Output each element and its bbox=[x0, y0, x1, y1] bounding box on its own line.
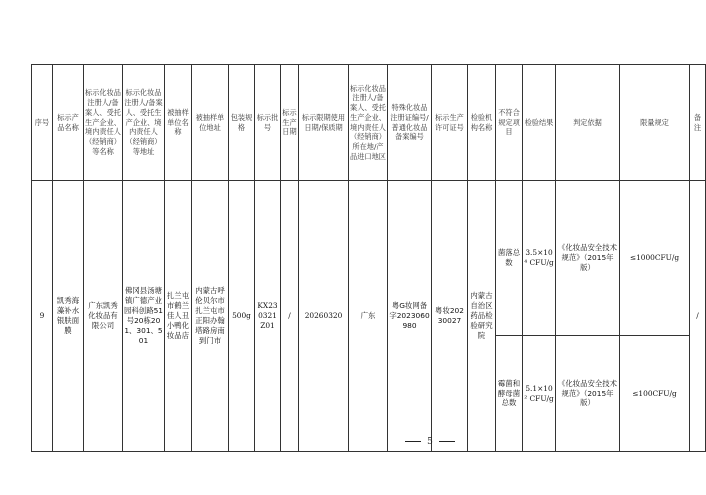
cell-inspection-org: 内蒙古自治区药品检验研究院 bbox=[468, 181, 496, 452]
header-registrant-address: 标示化妆品注册人/备案人、受托生产企业、境内责任人（经销商）等地址 bbox=[123, 65, 165, 181]
cell-sampled-address: 内蒙古呼伦贝尔市扎兰屯市正阳办翰塔路房南到门市 bbox=[192, 181, 229, 452]
cell-registrant: 广东凯秀化妆品有限公司 bbox=[84, 181, 123, 452]
page-footer bbox=[0, 437, 700, 447]
cell-license: 粤妆20230027 bbox=[432, 181, 468, 452]
header-production-date: 标示生产日期 bbox=[281, 65, 299, 181]
header-item: 不符合规定项目 bbox=[496, 65, 523, 181]
header-sampled-unit: 被抽样单位名称 bbox=[165, 65, 192, 181]
header-result: 检验结果 bbox=[523, 65, 556, 181]
cell-result-1: 3.5×10⁴ CFU/g bbox=[523, 181, 556, 336]
inspection-table bbox=[31, 64, 706, 452]
cell-item-2: 霉菌和酵母菌总数 bbox=[496, 336, 523, 452]
header-seq: 序号 bbox=[32, 65, 53, 181]
header-spec: 包装规格 bbox=[229, 65, 255, 181]
cell-limit-2: ≤100CFU/g bbox=[620, 336, 690, 452]
header-license: 标示生产许可证号 bbox=[432, 65, 468, 181]
cell-remark: / bbox=[690, 181, 706, 452]
header-registrant: 标示化妆品注册人/备案人、受托生产企业、境内责任人（经销商）等名称 bbox=[84, 65, 123, 181]
cell-origin: 广东 bbox=[349, 181, 388, 452]
cell-cert-number: 粤G妆网备字2023060980 bbox=[388, 181, 432, 452]
cell-basis-2: 《化妆品安全技术规范》（2015年版） bbox=[556, 336, 620, 452]
header-cert-number: 特殊化妆品注册证编号/普通化妆品备案编号 bbox=[388, 65, 432, 181]
cell-product-name: 凯秀海藻补水银肤面膜 bbox=[53, 181, 84, 452]
header-product-name: 标示产品名称 bbox=[53, 65, 84, 181]
header-basis: 判定依据 bbox=[556, 65, 620, 181]
cell-result-2: 5.1×10² CFU/g bbox=[523, 336, 556, 452]
header-inspection-org: 检验机构名称 bbox=[468, 65, 496, 181]
left-dash bbox=[405, 441, 421, 442]
cell-production-date: / bbox=[281, 181, 299, 452]
cell-sampled-unit: 扎兰屯市鹤兰佳人丑小鸭化妆品店 bbox=[165, 181, 192, 452]
cell-spec: 500g bbox=[229, 181, 255, 452]
header-sampled-address: 被抽样单位地址 bbox=[192, 65, 229, 181]
cell-expiry: 20260320 bbox=[299, 181, 349, 452]
header-batch: 标示批号 bbox=[255, 65, 281, 181]
cell-batch: KX230321Z01 bbox=[255, 181, 281, 452]
cell-registrant-address: 佛冈县汤塘镇广德产业园科创路51号20栋201、301、501 bbox=[123, 181, 165, 452]
header-remark: 备注 bbox=[690, 65, 706, 181]
cell-basis-1: 《化妆品安全技术规范》（2015年版） bbox=[556, 181, 620, 336]
header-origin: 标示化妆品注册人/备案人、受托生产企业、境内责任人（经销商）所在地/产品进口地区 bbox=[349, 65, 388, 181]
cell-limit-1: ≤1000CFU/g bbox=[620, 181, 690, 336]
header-row bbox=[32, 65, 706, 181]
right-dash bbox=[439, 441, 455, 442]
cell-item-1: 菌落总数 bbox=[496, 181, 523, 336]
page-number-text: 5 bbox=[427, 437, 433, 447]
header-limit: 限量规定 bbox=[620, 65, 690, 181]
header-expiry: 标示限期使用日期/保质期 bbox=[299, 65, 349, 181]
cell-seq: 9 bbox=[32, 181, 53, 452]
table-row bbox=[32, 181, 706, 336]
page-number bbox=[399, 437, 461, 447]
